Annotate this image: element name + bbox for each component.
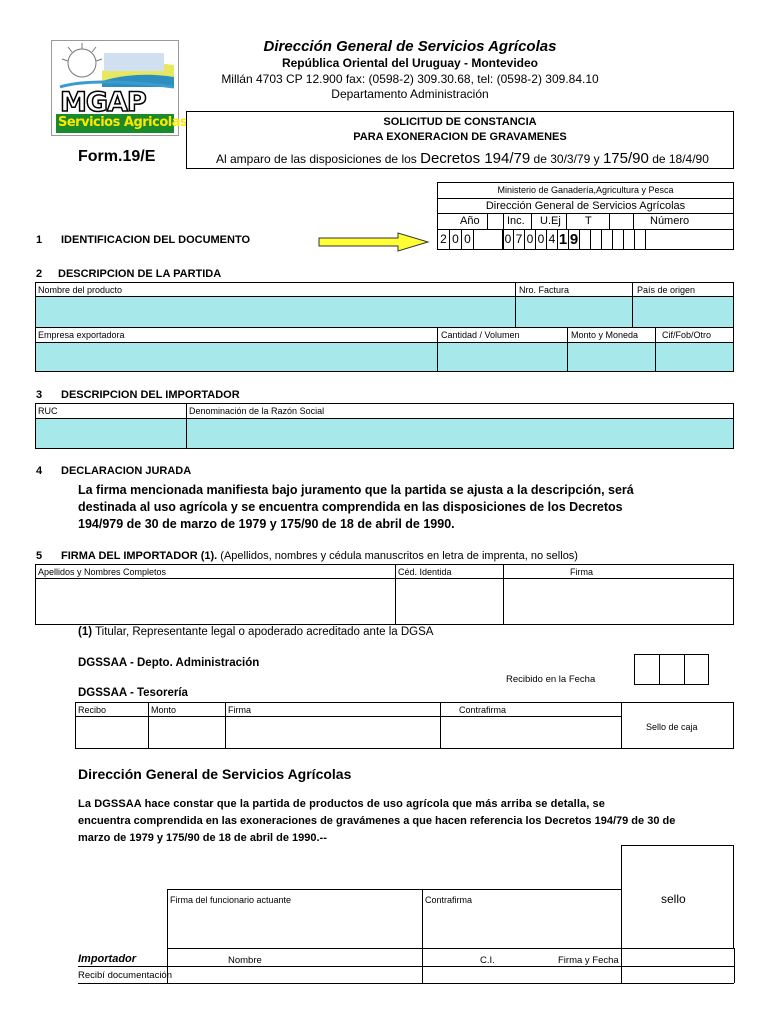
s1-num: 1: [36, 234, 43, 246]
label-recibido-fecha: Recibido en la Fecha: [506, 674, 596, 685]
s2-num: 2: [36, 268, 43, 280]
s5-note: (Apellidos, nombres y cédula manuscritos en letra de imprenta, no sellos): [220, 550, 578, 562]
header-line3: Departamento Administración: [331, 87, 489, 101]
final-title: Dirección General de Servicios Agrícolas: [78, 766, 352, 782]
id-digit-cell[interactable]: 1: [558, 231, 568, 248]
label-monto: Monto: [151, 705, 177, 715]
label-razon-social: Denominación de la Razón Social: [189, 406, 325, 416]
id-header-t: T: [585, 215, 592, 227]
s4-para3: 194/979 de 30 de marzo de 1979 y 175/90 de 18 de abril de 1990.: [78, 517, 455, 531]
s1-title: IDENTIFICACION DEL DOCUMENTO: [61, 234, 251, 246]
label-empresa: Empresa exportadora: [38, 330, 125, 340]
id-header-ano: Año: [460, 215, 480, 227]
label-firma-fecha: Firma y Fecha: [558, 955, 619, 966]
s4-num: 4: [36, 465, 43, 477]
id-header-numero: Número: [650, 215, 690, 227]
label-nro-factura: Nro. Factura: [519, 285, 570, 295]
id-digit-cell[interactable]: 0: [524, 229, 536, 250]
solicitud-l3a: Al amparo de las disposiciones de los: [216, 152, 417, 166]
final-para1: La DGSSAA hace constar que la partida de productos de uso agrícola que más arriba se detalla, se: [78, 798, 605, 810]
label-firma-importador: Firma: [570, 567, 593, 577]
label-apellidos: Apellidos y Nombres Completos: [38, 567, 167, 577]
razon-social-field[interactable]: [186, 418, 734, 449]
s5-footnote: [78, 626, 433, 638]
empresa-field[interactable]: [35, 342, 734, 372]
id-digit-cell[interactable]: 4: [546, 229, 558, 250]
s5-foot-marker: (1): [78, 626, 93, 638]
s2-title: DESCRIPCION DE LA PARTIDA: [58, 268, 222, 280]
label-firma-funcionario: Firma del funcionario actuante: [170, 895, 292, 905]
s3-title: DESCRIPCION DEL IMPORTADOR: [61, 389, 240, 401]
solicitud-line3: [216, 150, 709, 167]
id-digit-cell[interactable]: 0: [449, 229, 462, 250]
s5-num: 5: [36, 550, 43, 562]
label-recibo: Recibo: [78, 705, 107, 715]
logo-sub-text: Servicios Agricolas: [58, 115, 188, 130]
dgssaa-depto: DGSSAA - Depto. Administración: [78, 657, 260, 669]
label-nombre: Nombre: [228, 955, 262, 966]
id-digit-cell[interactable]: 7: [513, 229, 525, 250]
nombre-producto-field[interactable]: [35, 296, 734, 327]
logo-big-text: MGAP: [60, 87, 146, 118]
solicitud-l3b: Decretos 194/79: [420, 150, 531, 167]
s5-header: [61, 550, 578, 562]
id-digit-cell[interactable]: 0: [461, 229, 474, 250]
final-para3: marzo de 1979 y 175/90 de 18 de abril de 1990.--: [78, 832, 327, 844]
label-ruc: RUC: [38, 406, 58, 416]
header-line1: República Oriental del Uruguay - Montevideo: [281, 56, 539, 70]
label-monto: Monto y Moneda: [571, 330, 639, 340]
id-digit-cell[interactable]: 9: [569, 231, 579, 248]
id-digit-cell[interactable]: 0: [535, 229, 547, 250]
mgap-logo: [51, 40, 188, 136]
label-importador: Importador: [78, 953, 137, 965]
s4-para1: La firma mencionada manifiesta bajo juramento que la partida se ajusta a la descripción, será: [78, 483, 634, 497]
label-sello: sello: [661, 892, 686, 906]
firma-importador-field[interactable]: [504, 579, 733, 624]
solicitud-l3c: de 30/3/79 y: [533, 152, 600, 166]
s3-num: 3: [36, 389, 43, 401]
label-ced: Céd. Identida: [398, 567, 452, 577]
solicitud-line2: PARA EXONERACION DE GRAVAMENES: [353, 131, 567, 143]
label-contrafirma-tesoreria: Contrafirma: [459, 705, 507, 715]
s4-title: DECLARACION JURADA: [61, 465, 192, 477]
label-recibi-documentacion: Recibí documentación: [78, 970, 172, 981]
id-digit-cell[interactable]: 2: [437, 229, 450, 250]
firma-funcionario-field[interactable]: [168, 906, 421, 947]
cedula-field[interactable]: [396, 579, 502, 624]
id-header-uej: U.Ej: [540, 215, 561, 227]
apellidos-field[interactable]: [36, 579, 394, 624]
solicitud-line1: SOLICITUD DE CONSTANCIA: [383, 116, 537, 128]
form-id: Form.19/E: [78, 148, 156, 165]
fecha-boxes[interactable]: [634, 654, 709, 685]
dgssaa-tesoreria: DGSSAA - Tesorería: [78, 687, 188, 699]
label-contrafirma-final: Contrafirma: [425, 895, 473, 905]
solicitud-l3e: de 18/4/90: [652, 152, 709, 166]
header-line2: Millán 4703 CP 12.900 fax: (0598-2) 309.30.68, tel: (0598-2) 309.84.10: [221, 72, 599, 86]
id-digit-cell[interactable]: 0: [502, 229, 514, 250]
s5-foot-text: Titular, Representante legal o apoderado acreditado ante la DGSA: [95, 626, 434, 638]
label-cif: Cif/Fob/Otro: [662, 330, 712, 340]
id-header-inc: Inc.: [507, 215, 525, 227]
label-firma-tesoreria: Firma: [228, 705, 251, 715]
header-title: Dirección General de Servicios Agrícolas: [263, 38, 557, 55]
solicitud-l3d: 175/90: [602, 150, 649, 167]
label-pais-origen: País de origen: [637, 285, 696, 295]
label-ci: C.I.: [480, 955, 495, 966]
final-para2: encuentra comprendida en las exoneraciones de gravámenes a que hacen referencia los Decretos 194/79 de 30 de: [78, 815, 676, 827]
id-direccion: Dirección General de Servicios Agrícolas: [485, 200, 686, 212]
id-ministerio: Ministerio de Ganadería,Agricultura y Pesca: [497, 185, 674, 195]
id-digit-cell[interactable]: [473, 229, 503, 250]
s5-title: FIRMA DEL IMPORTADOR (1).: [61, 550, 218, 562]
arrow-icon: [318, 232, 430, 252]
id-digit-cell[interactable]: [634, 229, 646, 250]
label-sello-caja: Sello de caja: [646, 722, 698, 732]
label-nombre-producto: Nombre del producto: [38, 285, 123, 295]
contrafirma-field[interactable]: [423, 906, 620, 947]
s4-para2: destinada al uso agrícola y se encuentra comprendida en las disposiciones de los Decretos: [78, 500, 623, 514]
label-cantidad: Cantidad / Volumen: [441, 330, 520, 340]
ruc-field[interactable]: [35, 418, 187, 449]
